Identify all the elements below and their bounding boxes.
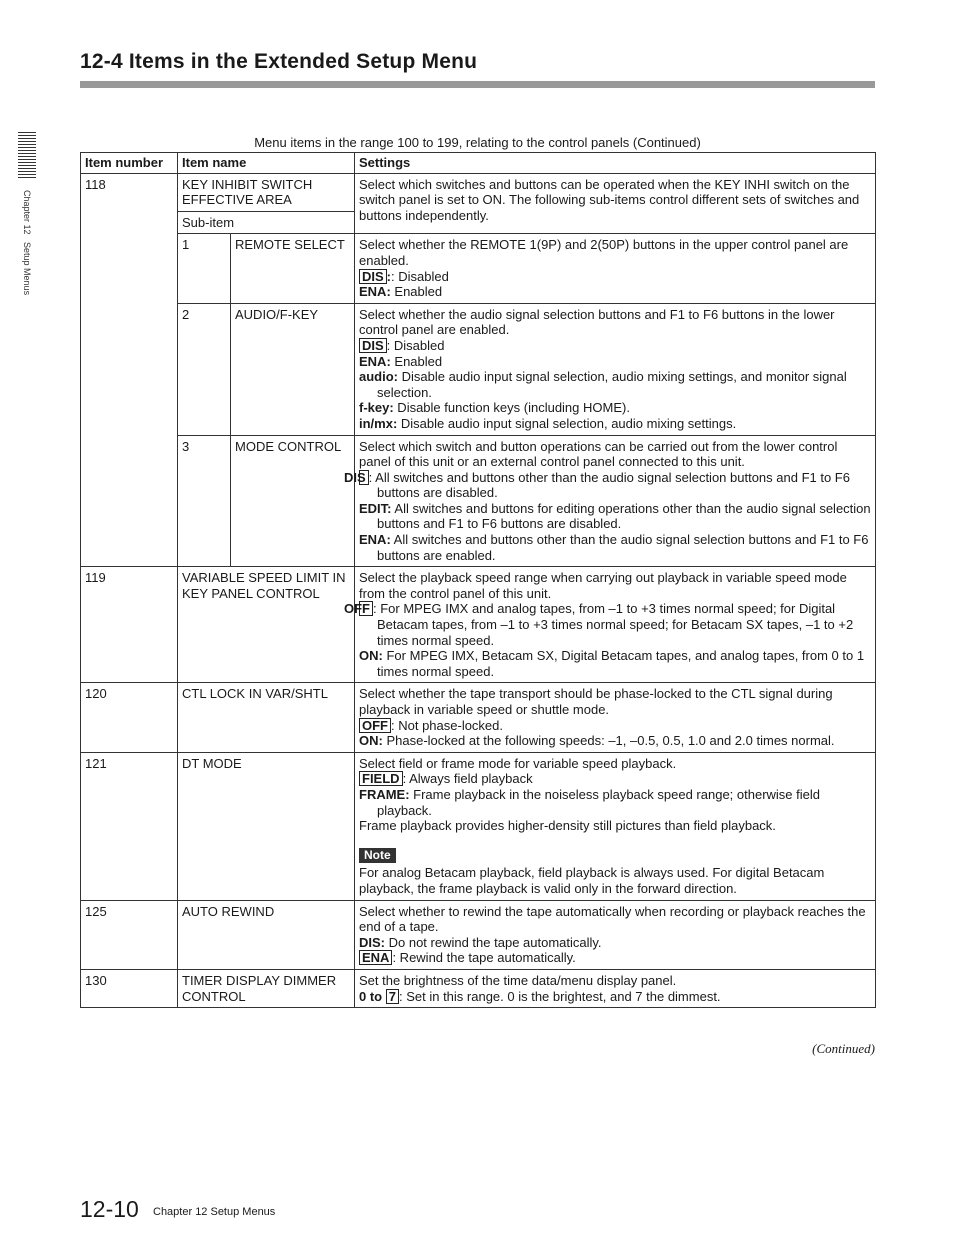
option-key: ON: (359, 733, 383, 749)
option-on (359, 733, 871, 749)
option-text: : For MPEG IMX and analog tapes, from –1 to +3 times normal speed; for Digital Betacam tapes, from –1 to +3 times normal speed; for Betacam SX tapes, –1 to +2 times normal speed. (373, 601, 854, 648)
item-settings (344, 567, 876, 683)
item-number: 130 (81, 969, 178, 1007)
setting-extra: Frame playback provides higher-density still pictures than field playback. (359, 818, 776, 834)
col-item-name: Item name (178, 153, 355, 174)
table-row (81, 173, 876, 211)
setting-desc: Select the playback speed range when carrying out playback in variable speed mode from the control panel of this unit. (359, 570, 847, 601)
default-key: DIS (359, 470, 369, 485)
table-row (81, 969, 876, 1007)
page-number: 12-10 (80, 1196, 139, 1222)
option-dis (344, 469, 871, 501)
option-key: audio: (359, 369, 398, 385)
setting-desc: Select whether the audio signal selection buttons and F1 to F6 buttons in the lower control panel are enabled. (359, 306, 835, 338)
page-title: 12-4 Items in the Extended Setup Menu (80, 50, 478, 73)
option-ena (359, 532, 871, 563)
item-name: KEY INHIBIT SWITCH EFFECTIVE AREA (178, 173, 355, 211)
option-key: ENA: (359, 532, 391, 548)
option-text: : Disabled (391, 268, 449, 284)
option-text: Disable audio input signal selection, audio mixing settings, and monitor signal selection. (377, 369, 847, 400)
item-name: CTL LOCK IN VAR/SHTL (178, 683, 355, 752)
table-row (81, 303, 876, 435)
item-name: VARIABLE SPEED LIMIT IN KEY PANEL CONTROL (178, 567, 355, 683)
table-row (81, 683, 876, 752)
option-text: : Not phase-locked. (391, 717, 504, 733)
item-number: 121 (81, 752, 178, 900)
option-key: in/mx: (359, 415, 398, 431)
option-ena (359, 354, 871, 370)
col-item-number: Item number (81, 153, 178, 174)
table-row (81, 435, 876, 567)
option-text: Do not rewind the tape automatically. (385, 934, 602, 950)
setting-desc: Select whether the tape transport should be phase-locked to the CTL signal during playback in variable speed or shuttle mode. (359, 686, 833, 717)
option-key: DIS: (359, 934, 385, 950)
table-row (81, 900, 876, 969)
col-settings: Settings (355, 153, 876, 174)
item-name: TIMER DISPLAY DIMMER CONTROL (178, 969, 355, 1007)
option-range (359, 989, 871, 1005)
item-number: 118 (81, 173, 178, 567)
table-row (81, 752, 876, 900)
option-text: For MPEG IMX, Betacam SX, Digital Betacam tapes, and analog tapes, from 0 to 1 times normal speed. (377, 648, 865, 679)
option-text: Disable function keys (including HOME). (393, 400, 630, 416)
note-text: For analog Betacam playback, field playback is always used. For digital Betacam playback, the frame playback is valid only in the forward direction. (359, 865, 825, 896)
option-ena (359, 950, 871, 966)
option-off (344, 601, 871, 648)
option-text: All switches and buttons for editing operations other than the audio signal selection buttons and F1 to F6 buttons are disabled. (377, 500, 871, 532)
subitem-number: 2 (178, 303, 231, 435)
item-settings (355, 900, 876, 969)
item-name: AUTO REWIND (178, 900, 355, 969)
footer-chapter: Chapter 12 Setup Menus (153, 1206, 276, 1218)
option-text: Enabled (390, 284, 443, 300)
option-ena (359, 284, 871, 300)
title-rule (80, 81, 875, 88)
option-text: All switches and buttons other than the audio signal selection buttons and F1 to F6 buttons are enabled. (377, 532, 869, 563)
option-key: f-key: (359, 400, 394, 416)
option-fkey (359, 400, 871, 416)
continued-label: (Continued) (812, 1041, 875, 1056)
option-frame (359, 787, 871, 818)
option-edit (359, 501, 871, 532)
item-number: 119 (81, 567, 178, 683)
table-caption: Menu items in the range 100 to 199, relating to the control panels (Continued) (254, 135, 701, 150)
item-settings: Select which switches and buttons can be operated when the KEY INHI switch on the switch panel is set to ON. The following sub-items control different sets of switches and buttons independently. (355, 173, 876, 234)
option-text: Disable audio input signal selection, audio mixing settings. (397, 415, 737, 431)
table-row (81, 234, 876, 303)
chapter-tab-marks (18, 132, 36, 180)
setting-desc: Set the brightness of the time data/menu display panel. (359, 972, 677, 988)
subitem-settings (355, 234, 876, 303)
subitem-name: AUDIO/F-KEY (231, 303, 355, 435)
option-text: : Disabled (386, 337, 445, 353)
subitem-number: 3 (178, 435, 231, 567)
default-key: FIELD (359, 771, 403, 786)
subitem-name: REMOTE SELECT (231, 234, 355, 303)
option-key: 0 to (359, 988, 383, 1004)
side-chapter-label: Chapter 12 Setup Menus (22, 190, 32, 296)
option-text: : Set in this range. 0 is the brightest, and 7 the dimmest. (398, 988, 721, 1004)
setting-desc: Select whether to rewind the tape automatically when recording or playback reaches the end of a tape. (359, 903, 866, 935)
option-key: ENA: (359, 284, 391, 300)
option-key: ON: (359, 648, 383, 664)
option-text: Phase-locked at the following speeds: –1, –0.5, 0.5, 1.0 and 2.0 times normal. (382, 733, 835, 749)
item-settings (355, 969, 876, 1007)
item-settings (355, 683, 876, 752)
option-key: ENA: (359, 353, 391, 369)
subitem-label: Sub-item (178, 211, 355, 234)
subitem-name: MODE CONTROL (231, 435, 355, 567)
subitem-settings (344, 435, 876, 567)
subitem-number: 1 (178, 234, 231, 303)
option-audio (359, 369, 871, 400)
item-number: 125 (81, 900, 178, 969)
setting-desc: Select field or frame mode for variable speed playback. (359, 755, 677, 771)
option-key: EDIT: (359, 500, 392, 516)
default-key: DIS (359, 338, 387, 353)
table-header-row (81, 153, 876, 174)
table-row (81, 567, 876, 683)
option-text: Frame playback in the noiseless playback speed range; otherwise field playback. (377, 786, 820, 818)
setting-desc: Select whether the REMOTE 1(9P) and 2(50P) buttons in the upper control panel are enabled. (359, 237, 849, 268)
note-badge: Note (359, 848, 396, 864)
item-name: DT MODE (178, 752, 355, 900)
default-key: DIS (359, 269, 387, 284)
item-settings (355, 752, 876, 900)
option-text: : Rewind the tape automatically. (392, 950, 576, 966)
item-number: 120 (81, 683, 178, 752)
option-off (359, 718, 871, 734)
default-key: ENA (359, 950, 392, 965)
option-field (359, 771, 871, 787)
option-dis (359, 338, 871, 354)
option-text: : Always field playback (402, 771, 533, 787)
subitem-settings (355, 303, 876, 435)
settings-table (80, 152, 876, 1008)
default-key: 7 (386, 989, 399, 1004)
default-key: OFF (359, 601, 373, 616)
default-key: OFF (359, 718, 391, 733)
option-dis: DIS :: Disabled (359, 269, 871, 285)
option-text: : All switches and buttons other than the audio signal selection buttons and F1 to F6 buttons are disabled. (368, 469, 850, 501)
option-on (359, 648, 871, 679)
option-inmx (359, 416, 871, 432)
option-text: Enabled (390, 353, 443, 369)
setting-desc: Select which switch and button operations can be carried out from the lower control panel of this unit or an external control panel connected to this unit. (359, 438, 838, 470)
option-key: FRAME: (359, 786, 410, 802)
option-dis (359, 935, 871, 951)
